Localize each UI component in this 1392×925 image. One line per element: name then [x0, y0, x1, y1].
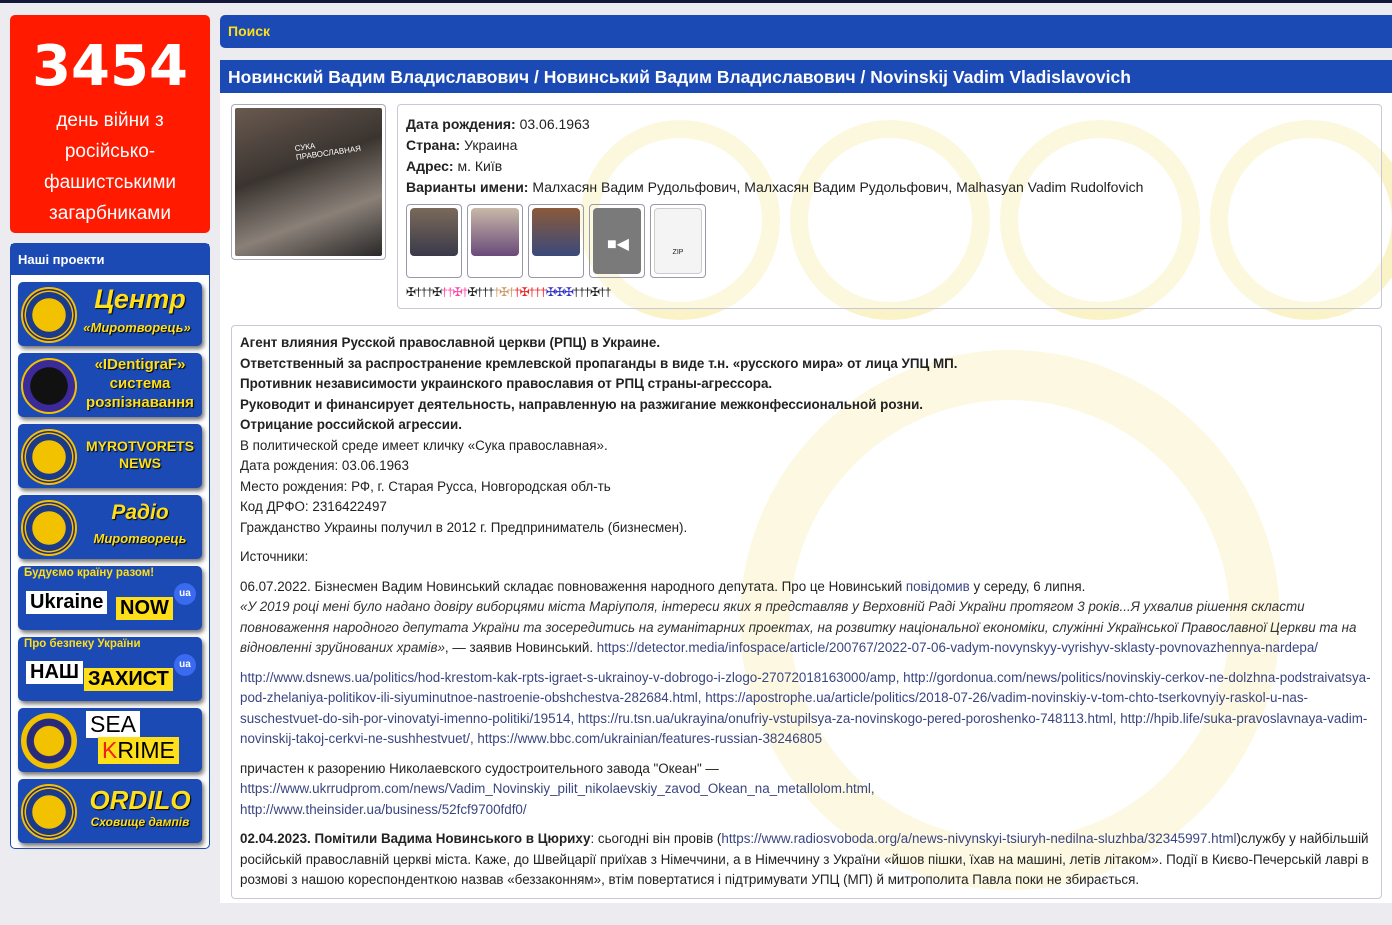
- cross-icon: †: [534, 285, 540, 299]
- war-day-number: 3454: [32, 34, 188, 99]
- banner-word: НАШ: [26, 661, 83, 684]
- cross-icon: †: [426, 285, 433, 299]
- banner-line: MYROTVORETS: [85, 438, 195, 454]
- myrotvorets-logo-icon: [21, 429, 77, 485]
- war-day-text: день війни з російсько-фашистськими загарбниками: [43, 110, 177, 224]
- field-value: м. Київ: [457, 158, 503, 174]
- banner-slogan: Будуємо країну разом!: [24, 567, 155, 579]
- field-address: [406, 156, 1373, 177]
- cross-icon: ✠: [432, 285, 442, 299]
- entry-text: : сьогодні він провів (: [590, 831, 722, 846]
- project-banner-identigraf[interactable]: [18, 353, 202, 417]
- source-link[interactable]: повідомив: [905, 578, 970, 594]
- summary-line: Противник независимости украинского православия от РПЦ страны-агрессора.: [240, 376, 773, 391]
- identigraf-logo-icon: [21, 358, 77, 414]
- video-file-icon[interactable]: ■◀: [589, 204, 645, 278]
- project-banner-nash-zakhyst[interactable]: [18, 637, 202, 701]
- ua-badge: ua: [174, 583, 196, 605]
- field-label: Варианты имени:: [406, 179, 529, 195]
- profile-title: Новинский Вадим Владиславович / Новинський Вадим Владиславович / Novinskij Vadim Vladislavovich: [220, 60, 1392, 93]
- source-links-block: [240, 668, 1373, 750]
- field-birthdate: [406, 114, 1373, 135]
- banner-line: Сховище дампів: [90, 815, 190, 829]
- owl-logo-icon: [21, 784, 77, 840]
- source-link[interactable]: https://www.ukrrudprom.com/news/Vadim_Novinskiy_pilit_nikolaevskiy_zavod_Okean_na_metallolom.html,: [240, 781, 875, 796]
- profile-header: [220, 93, 1392, 325]
- cross-icon: ✠: [467, 285, 477, 299]
- source-link[interactable]: http://www.dsnews.ua/politics/hod-krestom-kak-rpts-igraet-s-ukrainoy-v-dobrogo-i-zlogo-27072018163000/amp, http://gordonua.com/news/politics/novinskiy-cerkov-ne-dolzhna-podstraivatsya-pod-zhelaniya-politikov-ili-siyuminutnoe-nastroenie-obshchestva-282684.html, https://apostrophe.ua/article/politics/2018-07-26/vadim-novinskiy-v-tom-chto-tserkovnyiy-raskol-u-nas-suschestvuet-do-sih-por-vinovatyi-imenno-politiki/19514, https://ru.tsn.ua/ukrayina/onufriy-vstupilsya-za-novinskogo-pered-poroshenko-748113.html, http://hpib.life/suka-pravoslavnaya-vadim-novinskij-takoj-cerkvi-ne-sushhestvuet/, https://www.bbc.com/ukrainian/features-russian-38246805: [240, 669, 1371, 746]
- detail-line: В политической среде имеет кличку «Сука православная».: [240, 437, 608, 453]
- photo-caption: СУКА ПРАВОСЛАВНАЯ: [294, 141, 362, 162]
- zip-file-icon[interactable]: [650, 204, 706, 278]
- cross-icon: ✠: [452, 285, 462, 299]
- attachment-photo[interactable]: [528, 204, 584, 278]
- cross-markers: [406, 285, 1373, 299]
- field-value: Малхасян Вадим Рудольфович, Малхасян Вадим Рудольфович, Malhasyan Vadim Rudolfovich: [532, 179, 1144, 195]
- cross-icon: ✠: [545, 285, 555, 299]
- banner-line: Миротворець: [93, 531, 187, 546]
- cross-icon: †: [482, 285, 488, 299]
- projects-title: Наші проекти: [11, 244, 209, 275]
- helm-logo-icon: [21, 713, 77, 769]
- entry-quote: «У 2019 році мені було надано довіру виборцями міста Маріуполя, інтереси яких я представляв у Верховній Раді України протягом 3 років...Я ухвалив рішення скласти повноваження народного депутата України та зосередитись на гуманітарних проектах, на розвитку національної економіки, служінні Української Православної Церкви та на відновленні зруйнованих храмів»: [240, 599, 1357, 655]
- source-link[interactable]: https://detector.media/infospace/article/200767/2022-07-06-vadym-novynskyy-vyrishyv-sklasty-povnovazhennya-nardepa/: [596, 640, 1319, 655]
- cross-icon: †: [578, 285, 585, 299]
- source-link[interactable]: https://www.radiosvoboda.org/a/news-nivynskyi-tsiuryh-nedilna-sluzhba/32345997.html: [721, 831, 1237, 846]
- profile-card: [220, 60, 1392, 903]
- summary-line: Отрицание российской агрессии.: [240, 417, 462, 432]
- banner-line: ORDILO: [89, 785, 191, 815]
- entry-text: причастен к разорению Николаевского судостроительного завода "Океан" —: [240, 760, 719, 776]
- banner-word: Ukraine: [26, 591, 107, 614]
- field-label: Дата рождения:: [406, 116, 516, 132]
- banner-word: ЗАХИСТ: [84, 668, 173, 691]
- entry-text: у середу, 6 липня.: [969, 578, 1086, 594]
- field-value: 03.06.1963: [519, 116, 590, 132]
- zip-label: ZIP: [654, 208, 702, 274]
- radio-logo-icon: [21, 500, 77, 556]
- banner-line: NEWS: [119, 455, 161, 471]
- profile-photo[interactable]: [231, 104, 386, 260]
- source-entry: [240, 577, 1373, 659]
- banner-line: Радіо: [111, 501, 169, 524]
- banner-word: SEA: [86, 711, 140, 738]
- cross-icon: †: [487, 285, 494, 299]
- detail-line: Место рождения: РФ, г. Старая Русса, Новгородская обл-ть: [240, 478, 611, 494]
- detail-line: Код ДРФО: 2316422497: [240, 499, 387, 514]
- cross-icon: †: [461, 285, 468, 299]
- entry-text: )службу у найбільшій російській православній церкві міста. Каже, до Швейцарії приїхав з Німеччини, а в Німеччину з України «йшов пішки, їхав на машині, летів літаком». Події в Києво-Печерській лаврі в розмові з нашою кореспонденткою назвав «беззаконням», втім повертатися і підтримувати УПЦ (МП) й митрополита Павла поки не збирається.: [240, 831, 1369, 887]
- banner-line: розпізнавання: [86, 394, 194, 411]
- detail-line: Дата рождения: 03.06.1963: [240, 458, 409, 473]
- summary-line: Руководит и финансирует деятельность, направленную на разжигание межконфессиональной розни.: [240, 396, 924, 412]
- cross-icon: †: [513, 285, 520, 299]
- cross-icon: †: [572, 285, 579, 299]
- war-day-counter: [10, 15, 210, 233]
- cross-icon: †: [599, 285, 605, 299]
- project-banner-news[interactable]: [18, 424, 202, 488]
- sources-label: Источники:: [240, 549, 309, 564]
- field-label: Адрес:: [406, 158, 454, 174]
- cross-icon: ✠: [554, 285, 564, 299]
- detail-line: Гражданство Украины получил в 2012 г. Предприниматель (бизнесмен).: [240, 519, 688, 535]
- profile-info: [397, 104, 1382, 309]
- entry-text: 06.07.2022. Бізнесмен Вадим Новинський складає повноваження народного депутата. Про це Новинський: [240, 578, 906, 594]
- summary-line: Агент влияния Русской православной церкви (РПЦ) в Украине.: [240, 335, 661, 350]
- cross-icon: †: [420, 285, 427, 299]
- entry-headline: 02.04.2023. Помітили Вадима Новинського в Цюриху: [240, 831, 591, 846]
- field-label: Страна:: [406, 137, 461, 153]
- source-entry: [240, 759, 1373, 821]
- cross-icon: †: [415, 285, 421, 299]
- cross-icon: ✠: [406, 285, 416, 299]
- cross-icon: †: [508, 285, 514, 299]
- banner-line: «Миротворець»: [83, 320, 191, 335]
- attachment-photo[interactable]: [406, 204, 462, 278]
- project-banner-ordilo[interactable]: [18, 779, 202, 843]
- cross-icon: †: [446, 285, 453, 299]
- cross-icon: †: [540, 285, 546, 299]
- search-link[interactable]: Поиск: [220, 15, 1392, 48]
- banner-line: «IDentigraF»: [94, 356, 186, 373]
- field-country: [406, 135, 1373, 156]
- cross-icon: †: [493, 285, 500, 299]
- cross-icon: ✠: [519, 285, 529, 299]
- banner-word: [98, 737, 179, 764]
- cross-icon: ✠: [563, 285, 573, 299]
- source-entry: [240, 829, 1373, 891]
- attachments: [406, 204, 1373, 278]
- entry-text: , — заявив Новинський.: [444, 640, 597, 655]
- cross-icon: †: [604, 285, 611, 299]
- cross-icon: ✠: [589, 285, 599, 299]
- cross-icon: †: [476, 285, 483, 299]
- banner-word: NOW: [116, 597, 173, 620]
- cross-icon: †: [528, 285, 535, 299]
- project-banner-sea-krime[interactable]: [18, 708, 202, 772]
- attachment-photo[interactable]: [467, 204, 523, 278]
- myrotvorets-logo-icon: [21, 287, 77, 343]
- banner-line: Центр: [94, 284, 186, 314]
- field-value: Украина: [464, 137, 518, 153]
- banner-letters: RIME: [117, 737, 175, 763]
- cross-icon: ✠: [499, 285, 509, 299]
- profile-description: [231, 325, 1382, 899]
- banner-letter: K: [102, 737, 118, 763]
- banner-slogan: Про безпеку України: [24, 638, 141, 650]
- summary-line: Ответственный за распространение кремлевской пропаганды в виде т.н. «русского мира» от лица УПЦ МП.: [240, 355, 958, 371]
- project-banner-center[interactable]: [18, 282, 202, 346]
- cross-icon: †: [441, 285, 447, 299]
- project-banner-radio[interactable]: [18, 495, 202, 559]
- banner-line: система: [109, 375, 171, 392]
- projects-panel: [10, 243, 210, 849]
- field-name-variants: [406, 177, 1373, 198]
- ua-badge: ua: [174, 654, 196, 676]
- main-column: [220, 3, 1392, 903]
- left-column: [10, 15, 210, 849]
- source-link[interactable]: http://www.theinsider.ua/business/52fcf9700fdf0/: [240, 801, 527, 817]
- project-banner-ukraine-now[interactable]: [18, 566, 202, 630]
- cross-icon: †: [584, 285, 590, 299]
